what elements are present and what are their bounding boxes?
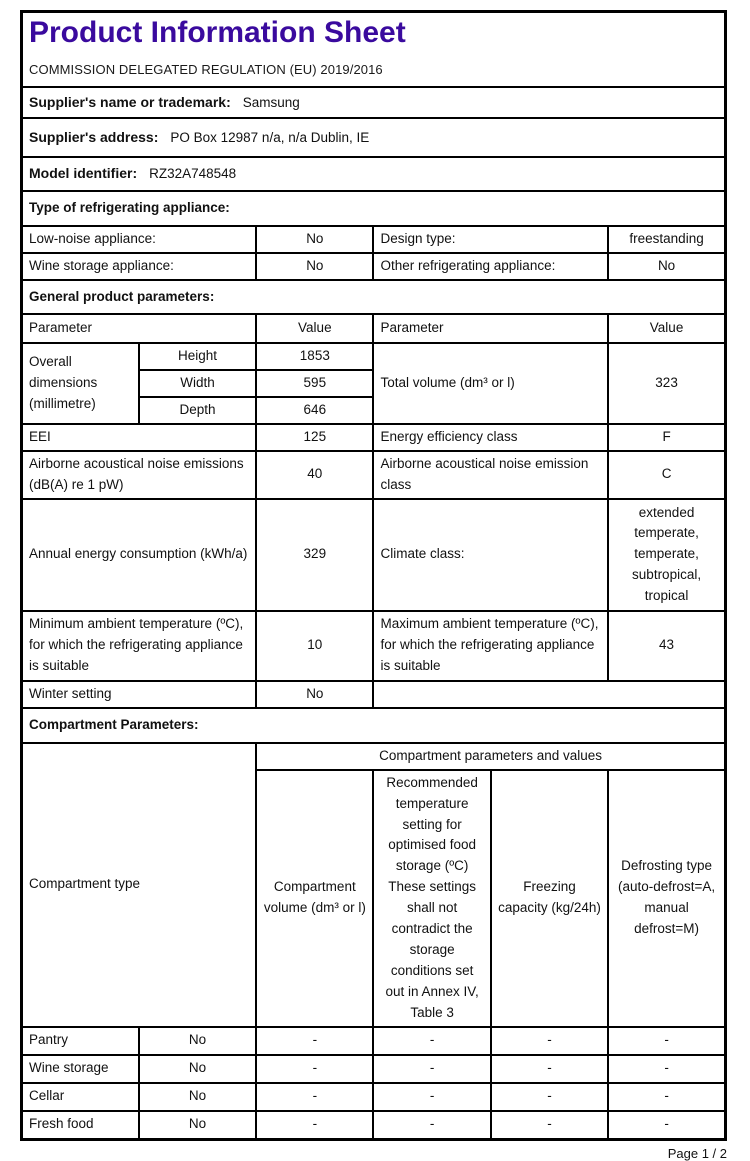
energy-class-value: F bbox=[608, 424, 725, 451]
compartment-temperature: - bbox=[373, 1083, 490, 1111]
compartment-freezing: - bbox=[491, 1027, 608, 1055]
compartment-present: No bbox=[139, 1055, 256, 1083]
type-row-low-noise bbox=[22, 226, 726, 253]
general-section-heading-row bbox=[22, 280, 726, 314]
compartment-present: No bbox=[139, 1111, 256, 1140]
compartment-present: No bbox=[139, 1083, 256, 1111]
compartment-defrosting-header: Defrosting type (auto-defrost=A, manual defrost=M) bbox=[608, 770, 725, 1027]
compartment-defrosting: - bbox=[608, 1027, 725, 1055]
dimension-height-label: Height bbox=[139, 343, 256, 370]
compartment-volume-header: Compartment volume (dm³ or l) bbox=[256, 770, 373, 1027]
min-ambient-value: 10 bbox=[256, 611, 373, 681]
eei-value: 125 bbox=[256, 424, 373, 451]
other-appliance-label: Other refrigerating appliance: bbox=[373, 253, 608, 280]
climate-class-value: extended temperate, temperate, subtropical, tropical bbox=[608, 499, 725, 611]
compartment-section-heading-row bbox=[22, 708, 726, 743]
model-identifier-row bbox=[22, 157, 726, 191]
type-row-wine-storage bbox=[22, 253, 726, 280]
value-header-right: Value bbox=[608, 314, 725, 343]
supplier-address-value: PO Box 12987 n/a, n/a Dublin, IE bbox=[170, 129, 370, 145]
winter-setting-label: Winter setting bbox=[22, 681, 257, 708]
winter-setting-row bbox=[22, 681, 726, 708]
low-noise-value: No bbox=[256, 226, 373, 253]
compartment-freezing-header: Freezing capacity (kg/24h) bbox=[491, 770, 608, 1027]
max-ambient-label: Maximum ambient temperature (ºC), for which the refrigerating appliance is suitable bbox=[373, 611, 608, 681]
compartment-type: Fresh food bbox=[22, 1111, 139, 1140]
eei-row bbox=[22, 424, 726, 451]
regulation-subtitle: COMMISSION DELEGATED REGULATION (EU) 2019/2016 bbox=[29, 62, 383, 77]
compartment-type: Wine storage bbox=[22, 1055, 139, 1083]
compartment-freezing: - bbox=[491, 1083, 608, 1111]
compartment-temperature: - bbox=[373, 1055, 490, 1083]
compartment-volume: - bbox=[256, 1111, 373, 1140]
other-appliance-value: No bbox=[608, 253, 725, 280]
eei-label: EEI bbox=[22, 424, 257, 451]
energy-climate-row bbox=[22, 499, 726, 611]
sheet-table bbox=[20, 10, 727, 1141]
total-volume-value: 323 bbox=[608, 343, 725, 424]
dimension-height-value: 1853 bbox=[256, 343, 373, 370]
winter-setting-empty-cell bbox=[373, 681, 725, 708]
page-number: Page 1 / 2 bbox=[667, 1145, 727, 1161]
wine-storage-appliance-label: Wine storage appliance: bbox=[22, 253, 257, 280]
compartment-freezing: - bbox=[491, 1055, 608, 1083]
supplier-address-label: Supplier's address: bbox=[29, 128, 159, 145]
compartment-volume: - bbox=[256, 1027, 373, 1055]
design-type-label: Design type: bbox=[373, 226, 608, 253]
compartment-group-header-row bbox=[22, 743, 726, 770]
noise-emissions-label: Airborne acoustical noise emissions (dB(A) re 1 pW) bbox=[22, 451, 257, 499]
compartment-temperature: - bbox=[373, 1111, 490, 1140]
product-information-sheet bbox=[20, 10, 727, 1141]
winter-setting-value: No bbox=[256, 681, 373, 708]
type-section-heading-row bbox=[22, 191, 726, 226]
compartment-defrosting: - bbox=[608, 1083, 725, 1111]
compartment-temperature: - bbox=[373, 1027, 490, 1055]
design-type-value: freestanding bbox=[608, 226, 725, 253]
dimension-depth-label: Depth bbox=[139, 397, 256, 424]
type-section-heading: Type of refrigerating appliance: bbox=[22, 191, 726, 226]
supplier-name-label: Supplier's name or trademark: bbox=[29, 93, 231, 110]
page-title: Product Information Sheet bbox=[29, 16, 406, 49]
noise-row bbox=[22, 451, 726, 499]
supplier-name-row bbox=[22, 87, 726, 118]
ambient-temperature-row bbox=[22, 611, 726, 681]
wine-storage-appliance-value: No bbox=[256, 253, 373, 280]
total-volume-label: Total volume (dm³ or l) bbox=[373, 343, 608, 424]
compartment-row-cellar bbox=[22, 1083, 726, 1111]
supplier-name-value: Samsung bbox=[242, 94, 300, 110]
compartment-type: Cellar bbox=[22, 1083, 139, 1111]
value-header-left: Value bbox=[256, 314, 373, 343]
parameter-header-right: Parameter bbox=[373, 314, 608, 343]
compartment-volume: - bbox=[256, 1083, 373, 1111]
model-identifier-label: Model identifier: bbox=[29, 165, 138, 182]
general-section-heading: General product parameters: bbox=[22, 280, 726, 314]
min-ambient-label: Minimum ambient temperature (ºC), for which the refrigerating appliance is suitable bbox=[22, 611, 257, 681]
compartment-section-heading: Compartment Parameters: bbox=[22, 708, 726, 743]
max-ambient-value: 43 bbox=[608, 611, 725, 681]
climate-class-label: Climate class: bbox=[373, 499, 608, 611]
parameter-header-left: Parameter bbox=[22, 314, 257, 343]
low-noise-label: Low-noise appliance: bbox=[22, 226, 257, 253]
compartment-row-fresh-food bbox=[22, 1111, 726, 1140]
compartment-type: Pantry bbox=[22, 1027, 139, 1055]
noise-class-label: Airborne acoustical noise emission class bbox=[373, 451, 608, 499]
dimension-width-label: Width bbox=[139, 370, 256, 397]
compartment-row-pantry bbox=[22, 1027, 726, 1055]
compartment-temperature-header: Recommended temperature setting for optimised food storage (ºC) These settings shall not contradict the storage conditions set out in Annex IV, Table 3 bbox=[373, 770, 490, 1027]
noise-emissions-value: 40 bbox=[256, 451, 373, 499]
energy-class-label: Energy efficiency class bbox=[373, 424, 608, 451]
parameter-value-header-row bbox=[22, 314, 726, 343]
overall-dimensions-label: Overall dimensions (millimetre) bbox=[22, 343, 139, 424]
compartment-freezing: - bbox=[491, 1111, 608, 1140]
noise-class-value: C bbox=[608, 451, 725, 499]
compartment-volume: - bbox=[256, 1055, 373, 1083]
dimensions-row-height bbox=[22, 343, 726, 370]
compartment-defrosting: - bbox=[608, 1111, 725, 1140]
compartment-type-header: Compartment type bbox=[22, 743, 257, 1027]
title-row bbox=[22, 12, 726, 88]
compartment-present: No bbox=[139, 1027, 256, 1055]
compartment-row-wine-storage bbox=[22, 1055, 726, 1083]
compartment-group-header: Compartment parameters and values bbox=[256, 743, 725, 770]
dimension-width-value: 595 bbox=[256, 370, 373, 397]
model-identifier-value: RZ32A748548 bbox=[149, 166, 237, 182]
annual-energy-label: Annual energy consumption (kWh/a) bbox=[22, 499, 257, 611]
supplier-address-row bbox=[22, 118, 726, 157]
annual-energy-value: 329 bbox=[256, 499, 373, 611]
dimension-depth-value: 646 bbox=[256, 397, 373, 424]
compartment-defrosting: - bbox=[608, 1055, 725, 1083]
